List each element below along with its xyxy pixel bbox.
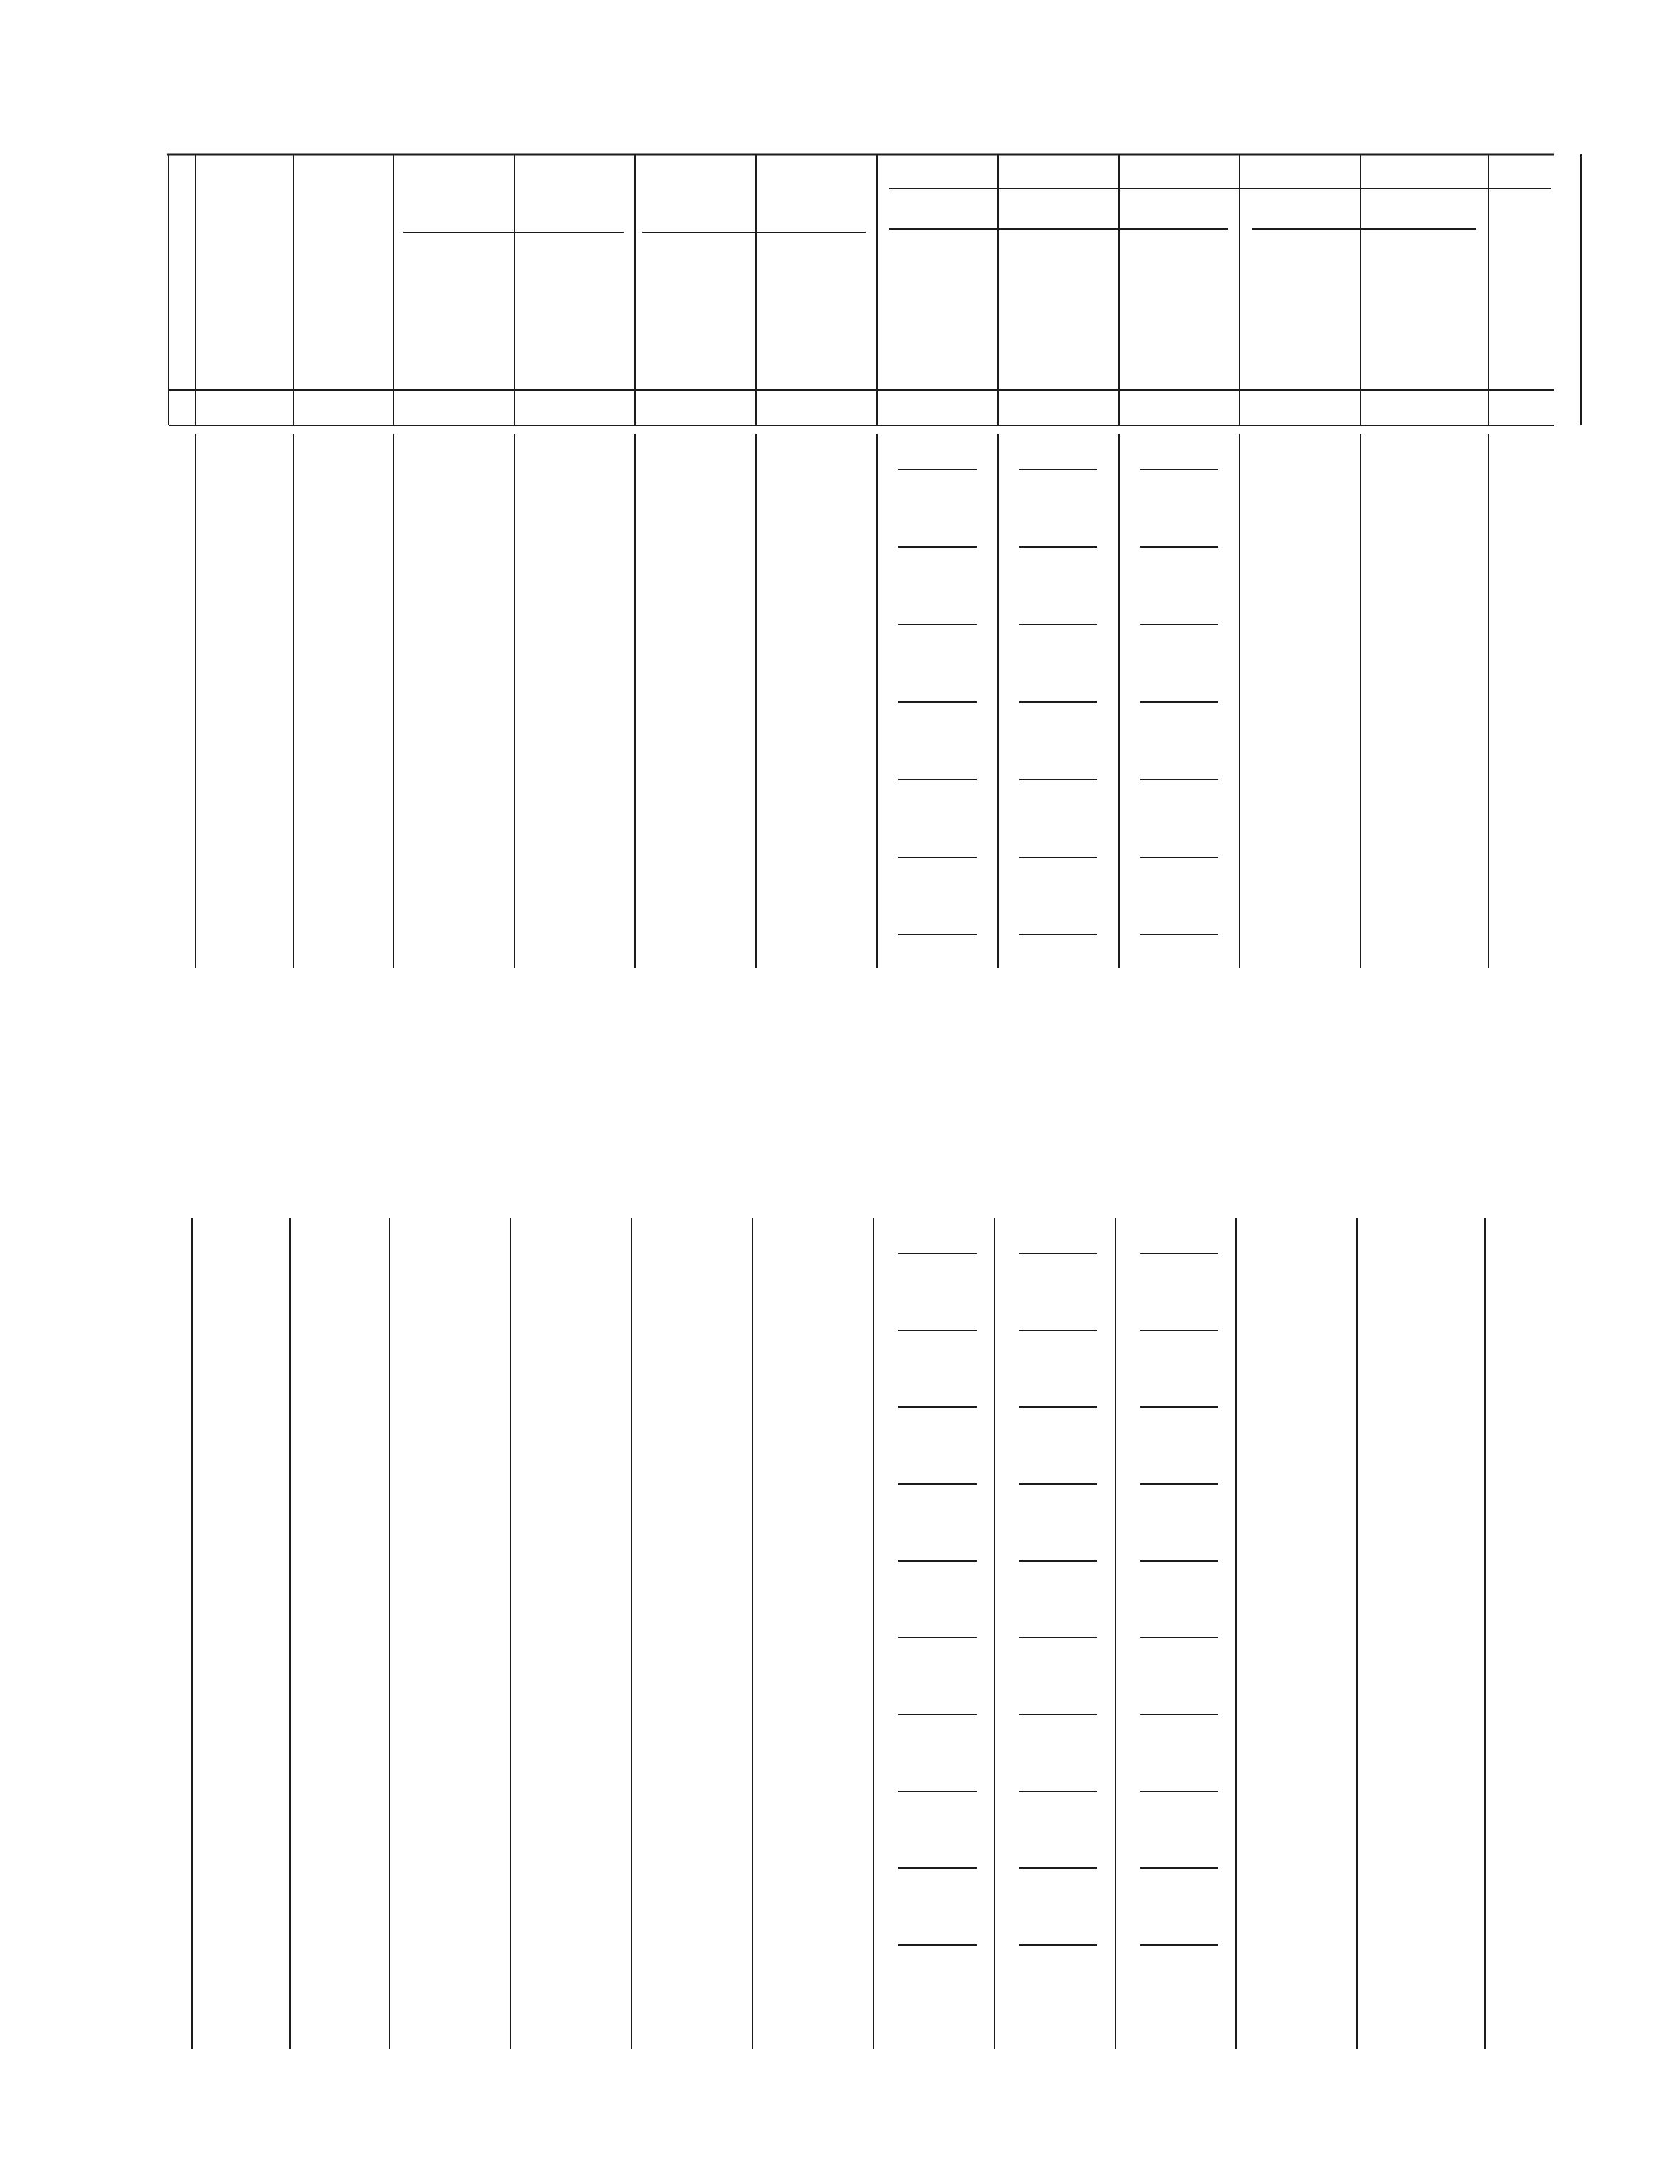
table-rules <box>167 154 1581 2049</box>
